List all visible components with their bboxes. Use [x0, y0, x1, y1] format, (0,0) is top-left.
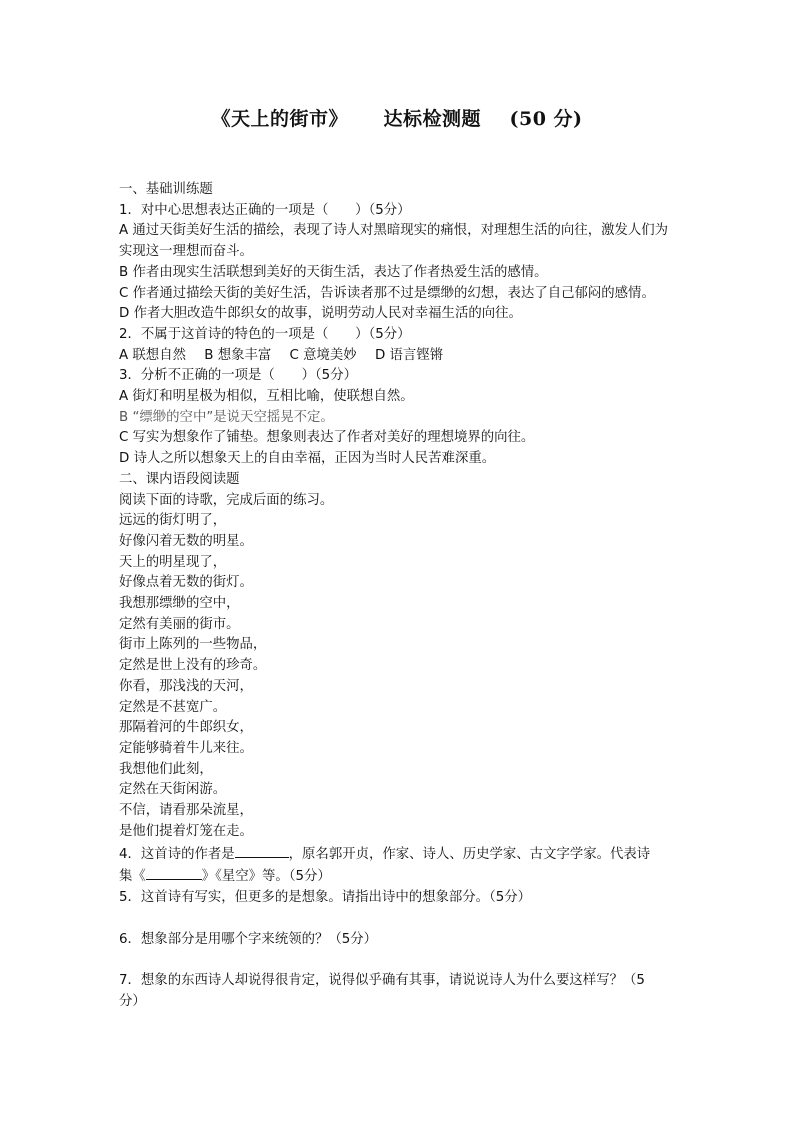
poem-line: 定然有美丽的街市。 — [119, 616, 240, 632]
title-sub: 达标检测题 — [383, 108, 482, 130]
poem-line: 你看，那浅浅的天河， — [119, 678, 253, 694]
question-4-line-1 — [119, 843, 679, 866]
question-1-option-d: D 作者大胆改造牛郎织女的故事，说明劳动人民对幸福生活的向往。 — [119, 306, 522, 322]
poem-line: 不信，请看那朵流星， — [119, 803, 253, 819]
question-3-stem: 3．分析不正确的一项是（ ）（5分） — [119, 368, 357, 384]
question-1-option-a: A 通过天街美好生活的描绘，表现了诗人对黑暗现实的痛恨，对理想生活的向往，激发人们为实现这一理想而奋斗。 — [119, 223, 669, 260]
collection-blank[interactable] — [146, 865, 202, 880]
question-4-text: ，原名郭开贞，作家、诗人、历史学家、古文字学家。代表诗 — [288, 846, 651, 862]
section2-heading: 二、课内语段阅读题 — [119, 471, 240, 487]
question-4-text: 》《星空》等。（5分） — [201, 869, 331, 885]
poem-line: 我想那缥缈的空中， — [119, 596, 240, 612]
poem-line: 是他们提着灯笼在走。 — [119, 823, 253, 839]
poem-line: 定能够骑着牛儿来往。 — [119, 740, 253, 756]
title-score: (50 分) — [509, 108, 583, 130]
question-3-option-a: A 街灯和明星极为相似，互相比喻，使联想自然。 — [119, 389, 414, 405]
question-3-option-c: C 写实为想象作了铺垫。想象则表达了作者对美好的理想境界的向往。 — [119, 430, 535, 446]
question-2-option-d: D 语言铿锵 — [374, 347, 444, 363]
question-1-stem: 1．对中心思想表达正确的一项是（ ）（5分） — [119, 202, 411, 218]
answer-space — [119, 950, 679, 971]
poem-line: 定然是不甚宽广。 — [119, 699, 227, 715]
question-4-line-2 — [119, 865, 679, 888]
question-5: 5．这首诗有写实，但更多的是想象。请指出诗中的想象部分。（5分） — [119, 889, 532, 905]
poem — [119, 511, 679, 842]
poem-line: 定然是世上没有的珍奇。 — [119, 658, 267, 674]
question-3-option-d: D 诗人之所以想象天上的自由幸福，正因为当时人民苦难深重。 — [119, 451, 496, 467]
question-1-option-c: C 作者通过描绘天街的美好生活，告诉读者那不过是缥缈的幻想，表达了自己郁闷的感情。 — [119, 285, 655, 301]
poem-line: 天上的明星现了， — [119, 554, 227, 570]
document-title — [0, 104, 794, 131]
poem-line: 好像闪着无数的明星。 — [119, 533, 253, 549]
question-7-line-1: 7．想象的东西诗人却说得很肯定，说得似乎确有其事，请说说诗人为什么要这样写？（5 — [119, 973, 645, 989]
reading-intro: 阅读下面的诗歌，完成后面的练习。 — [119, 492, 334, 508]
question-2-option-b: B 想象丰富 — [204, 347, 272, 363]
question-2-option-c: C 意境美妙 — [289, 347, 357, 363]
section1-heading: 一、基础训练题 — [119, 182, 213, 197]
question-3-option-b: B “缥缈的空中”是说天空摇晃不定。 — [119, 409, 334, 425]
question-2-option-a: A 联想自然 — [119, 347, 186, 363]
question-7-line-2: 分） — [119, 994, 146, 1010]
title-main: 《天上的街市》 — [211, 108, 348, 130]
question-2-options — [119, 346, 679, 367]
question-1-option-b: B 作者由现实生活联想到美好的天街生活，表达了作者热爱生活的感情。 — [119, 264, 548, 280]
poem-line: 定然在天街闲游。 — [119, 782, 227, 798]
answer-space — [119, 909, 679, 930]
question-4-text: 集《 — [119, 869, 146, 885]
question-4-text: 4．这首诗的作者是 — [119, 846, 235, 862]
author-blank[interactable] — [235, 843, 289, 858]
question-2-stem: 2．不属于这首诗的特色的一项是（ ）（5分） — [119, 326, 411, 342]
question-6: 6．想象部分是用哪个字来统领的？（5分） — [119, 931, 378, 947]
poem-line: 那隔着河的牛郎织女， — [119, 720, 253, 736]
poem-line: 远远的街灯明了， — [119, 513, 227, 529]
poem-line: 我想他们此刻， — [119, 761, 213, 777]
poem-line: 街市上陈列的一些物品， — [119, 637, 267, 653]
poem-line: 好像点着无数的街灯。 — [119, 575, 253, 591]
document-body — [119, 180, 679, 1013]
